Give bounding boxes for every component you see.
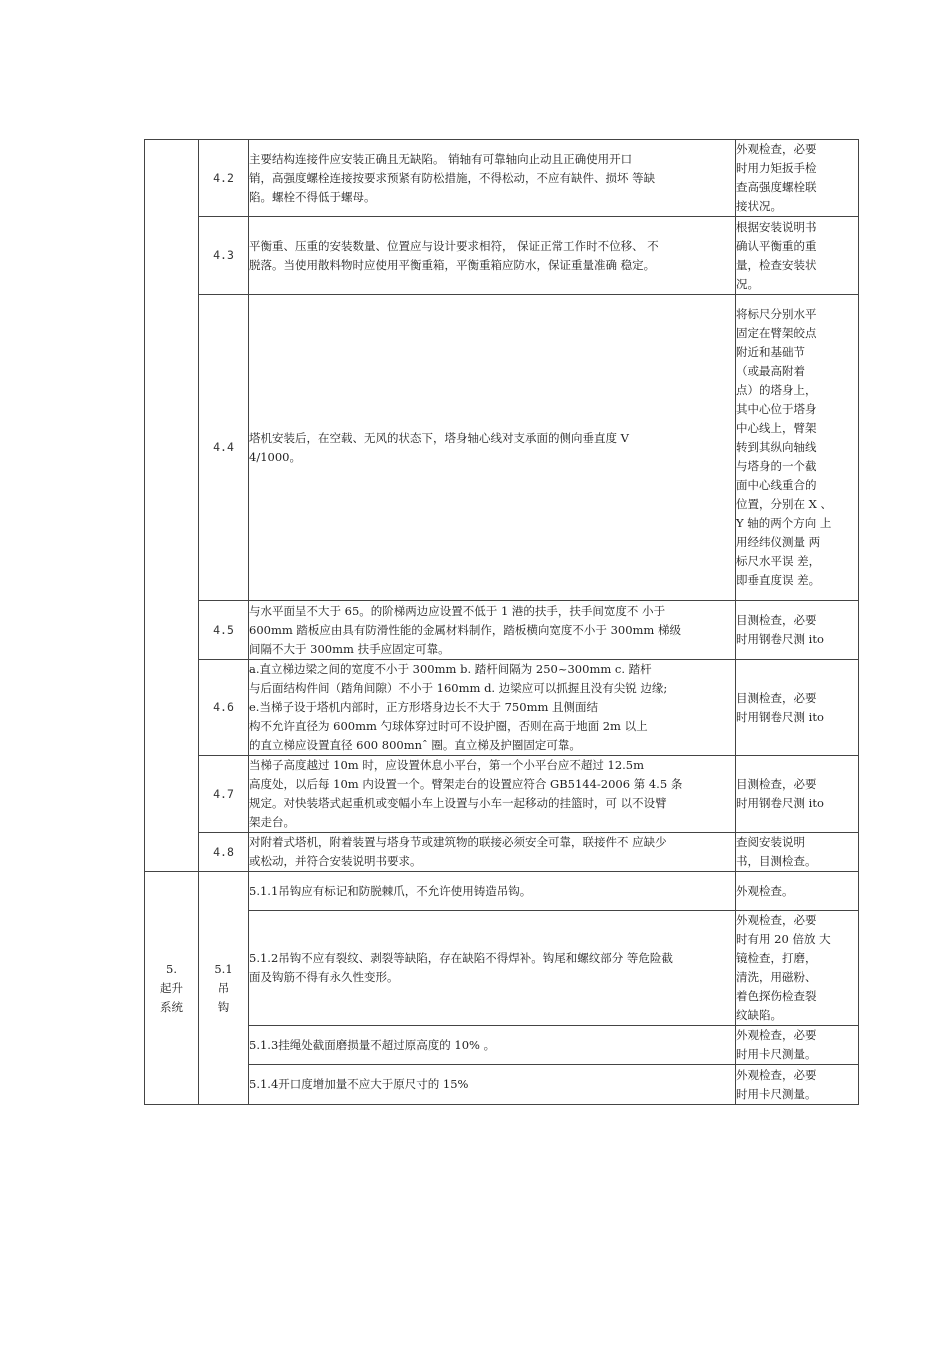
inspection-method-text: 根据安装说明书 确认平衡重的重 量，检查安装状 况。 xyxy=(736,219,817,291)
inspection-method-text: 查阅安装说明 书，目测检查。 xyxy=(736,835,817,868)
item-number: 4.6 xyxy=(199,660,249,756)
table-row xyxy=(145,601,859,660)
inspection-method-text: 外观检查。 xyxy=(736,883,794,898)
inspection-method-text: 目测检查，必要 时用钢卷尺测 ito xyxy=(736,613,824,646)
requirement-text: 当梯子高度越过 10m 时，应设置休息小平台，第一个小平台应不超过 12.5m 高度处，以后每 10m 内设置一个。臂架走台的设置应符合 GB5144-2006 第 4.5 条 规定。对快装塔式起重机或变幅小车上设置与小车一起移动的挂篮时，可 以不设臂 架走台。 xyxy=(249,758,683,829)
table-row xyxy=(145,295,859,601)
inspection-method-text: 外观检查，必要 时用力矩扳手检 查高强度螺栓联 接状况。 xyxy=(736,142,817,213)
table-row xyxy=(145,217,859,295)
requirement-text: 平衡重、压重的安装数量、位置应与设计要求相符， 保证正常工作时不位移、 不 脱落。当使用散料物时应使用平衡重箱，平衡重箱应防水，保证重量准确 稳定。 xyxy=(249,238,659,272)
requirement-text: 与水平面呈不大于 65。的阶梯两边应设置不低于 1 港的扶手，扶手间宽度不 小于 600mm 踏板应由具有防滑性能的金属材料制作，踏板横向宽度不小于 300mm 梯级 间隔不大于 300mm 扶手应固定可靠。 xyxy=(249,603,681,656)
table-row xyxy=(145,1065,859,1105)
requirement-text: 对附着式塔机，附着装置与塔身节或建筑物的联接必须安全可靠，联接件不 应缺少 或松动，并符合安装说明书要求。 xyxy=(249,835,667,868)
inspection-method-text: 外观检查，必要 时用卡尺测量。 xyxy=(736,1067,817,1101)
item-number: 4.4 xyxy=(199,295,249,601)
table-row xyxy=(145,660,859,756)
item-number: 4.8 xyxy=(199,833,249,872)
inspection-method-text: 外观检查，必要 时用卡尺测量。 xyxy=(736,1028,817,1061)
item-number: 4.7 xyxy=(199,756,249,833)
table-row xyxy=(145,140,859,217)
inspection-method-text: 将标尺分别水平 固定在臂架皎点 附近和基础节 （或最高附着 点）的塔身上， 其中心位于塔身 中心线上，臂架 转到其纵向轴线 与塔身的一个截 面中心线重合的 位置，分别在 X 、 Y 轴的两个方向 上 用经纬仪测量 两 标尺水平误 差， 即垂直度误 差。 xyxy=(736,307,832,587)
inspection-method-text: 目测检查，必要 时用钢卷尺测 ito xyxy=(736,777,824,810)
table-row xyxy=(145,1026,859,1065)
table-row xyxy=(145,872,859,911)
inspection-method-text: 目测检查，必要 时用钢卷尺测 ito xyxy=(736,690,824,724)
requirement-text: 5.1.4开口度增加量不应大于原尺寸的 15% xyxy=(249,1077,469,1091)
table-row xyxy=(145,911,859,1026)
subsystem-label: 5.1 吊 钩 xyxy=(214,961,233,1014)
requirement-text: 塔机安装后，在空载、无风的状态下，塔身轴心线对支承面的侧向垂直度 V 4/1000。 xyxy=(249,430,629,464)
requirement-text: a.直立梯边梁之间的宽度不小于 300mm b. 踏杆间隔为 250~300mm c. 踏杆 与后面结构件间（踏角间隙）不小于 160mm d. 边梁应可以抓握且没有尖锐 边缘; e.当梯子设于塔机内部时，正方形塔身边长不大于 750mm 且侧面结 构不允许直径为 600mm 勺球体穿过时可不设护圈，否则在高于地面 2m 以上 的直立梯应设置直径 600 800mnˆ 圈。直立梯及护圈固定可靠。 xyxy=(249,662,668,752)
inspection-table xyxy=(144,139,859,1105)
item-number: 4.5 xyxy=(199,601,249,660)
inspection-method-text: 外观检查，必要 时有用 20 倍放 大 镜检查，打磨， 清洗，用磁粉、 着色探伤检查裂 纹缺陷。 xyxy=(736,913,831,1022)
section-4-system-cell xyxy=(145,140,199,872)
requirement-text: 主要结构连接件应安装正确且无缺陷。 销轴有可靠轴向止动且正确使用开口 销，高强度螺栓连接按要求预紧有防松措施，不得松动，不应有缺件、损坏 等缺 陷。螺栓不得低于螺母。 xyxy=(249,151,656,204)
requirement-text: 5.1.2吊钩不应有裂纹、剥裂等缺陷，存在缺陷不得焊补。钩尾和螺纹部分 等危险截 面及钩筋不得有永久性变形。 xyxy=(249,951,673,984)
item-number: 4.3 xyxy=(199,217,249,295)
table-row xyxy=(145,756,859,833)
system-label: 5. 起升 系统 xyxy=(160,961,183,1014)
requirement-text: 5.1.1吊钩应有标记和防脱棘爪，不允许使用铸造吊钩。 xyxy=(249,883,532,898)
item-number: 4.2 xyxy=(199,140,249,217)
requirement-text: 5.1.3挂绳处截面磨损量不超过原高度的 10% 。 xyxy=(249,1037,496,1052)
table-row xyxy=(145,833,859,872)
